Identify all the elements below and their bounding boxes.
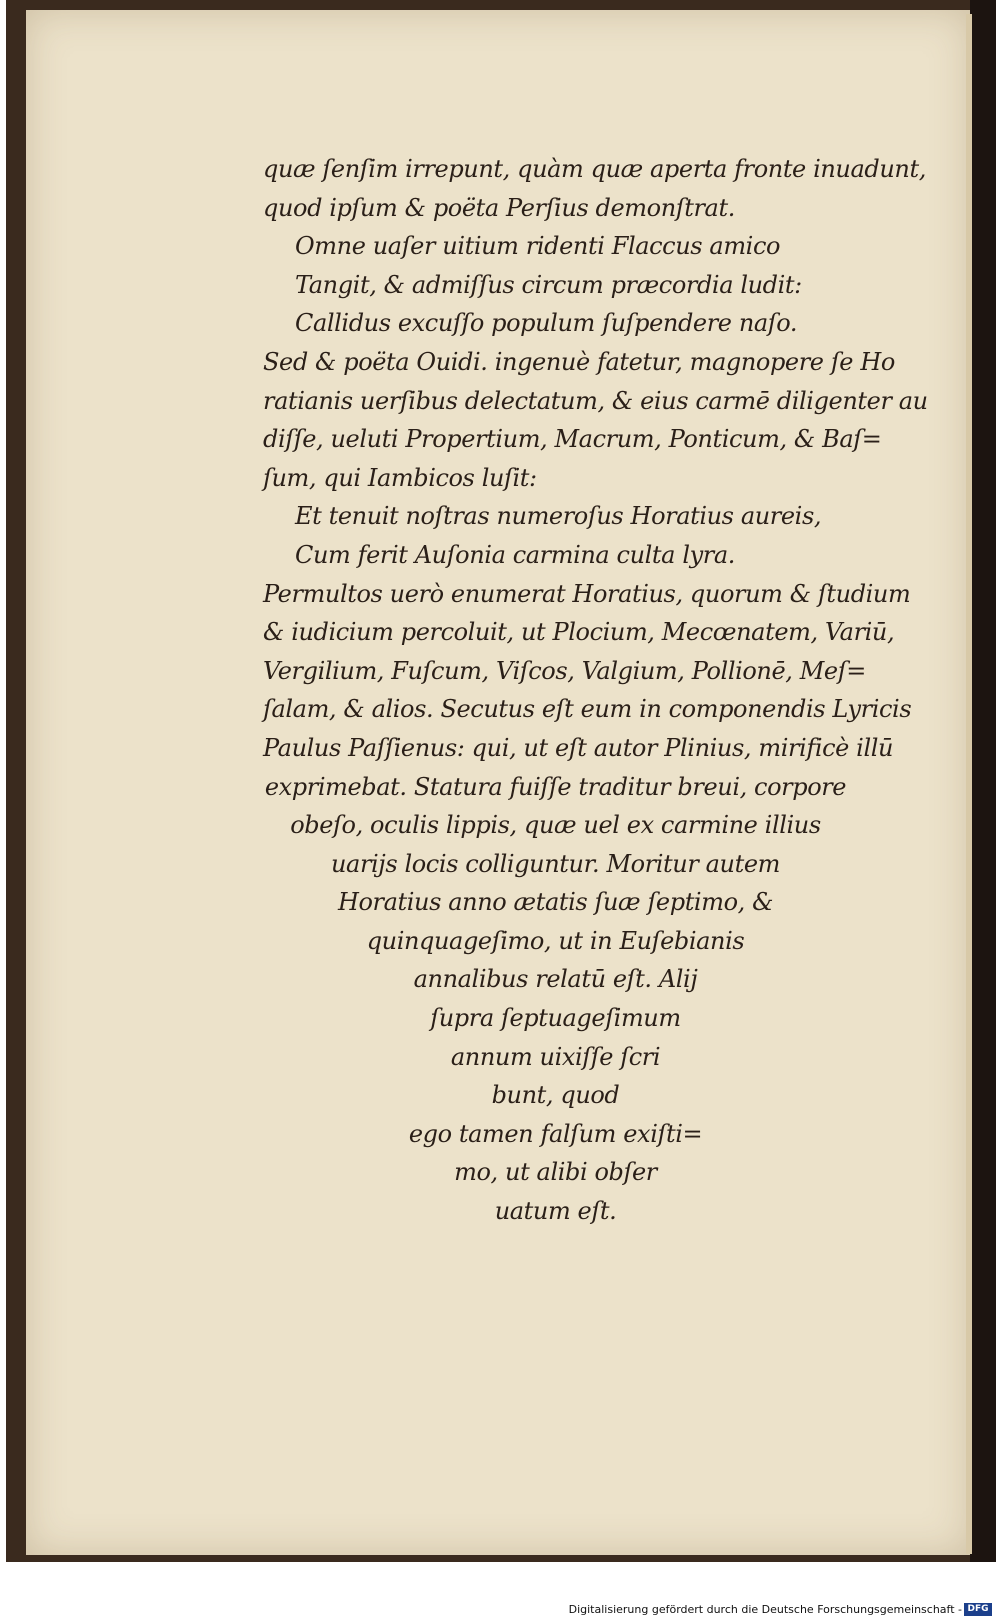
text-line: Cum ferit Auſonia carmina culta lyra. [295,540,735,569]
text-line: uatum eſt. [494,1197,617,1226]
text-line: ſum, qui Iambicos luſit: [263,463,537,492]
text-line: Horatius anno ætatis ſuæ ſeptimo, & [337,888,774,917]
dfg-logo: DFG [964,1603,992,1616]
text-line: annum uixiſſe ſcri [450,1042,661,1071]
text-line: ratianis uerſibus delectatum, & eius carmē diligenter au [263,386,928,415]
text-line: Permultos uerò enumerat Horatius, quorum & ſtudium [263,579,911,608]
text-line: mo, ut alibi obſer [454,1158,657,1187]
text-line: Omne uaſer uitium ridenti Flaccus amico [295,232,781,261]
text-line: ſalam, & alios. Secutus eſt eum in componendis Lyricis [263,695,912,724]
text-line: Paulus Paſſienus: qui, ut eſt autor Plinius, mirificè illū [263,733,894,762]
text-line: Vergilium, Fuſcum, Viſcos, Valgium, Pollionē, Meſ= [263,656,866,685]
text-line: bunt, quod [491,1081,620,1110]
text-line: exprimebat. Statura fuiſſe traditur breui, corpore [264,772,847,801]
text-line: quæ ſenſim irrepunt, quàm quæ aperta fronte inuadunt, [263,155,926,183]
book-spine-shadow [970,0,996,1562]
text-line: & iudicium percoluit, ut Plocium, Mecœnatem, Variū, [263,618,895,647]
text-line: annalibus relatū eſt. Alij [413,965,698,994]
text-line: quod ipſum & poëta Perſius demonſtrat. [263,193,735,222]
text-line: ſupra ſeptuageſimum [430,1004,681,1033]
text-line: obeſo, oculis lippis, quæ uel ex carmine illius [290,811,821,840]
text-line: Sed & poëta Ouidi. ingenuè fatetur, magnopere ſe Ho [263,347,895,376]
text-line: uarijs locis colliguntur. Moritur autem [330,849,781,878]
text-line: Callidus excuſſo populum ſuſpendere naſo. [295,309,798,338]
page-text [263,150,928,1231]
page-edge [966,14,972,1554]
text-line: Tangit, & admiſſus circum præcordia ludit: [295,270,802,299]
text-line: Et tenuit noſtras numeroſus Horatius aureis, [295,502,822,531]
text-line: quinquageſimo, ut in Euſebianis [366,926,745,955]
funding-notice: Digitalisierung gefördert durch die Deutsche Forschungsgemeinschaft - [568,1603,962,1616]
text-line: ego tamen falſum exiſti= [408,1119,703,1148]
text-line: diſſe, ueluti Propertium, Macrum, Ponticum, & Baſ= [263,425,882,454]
